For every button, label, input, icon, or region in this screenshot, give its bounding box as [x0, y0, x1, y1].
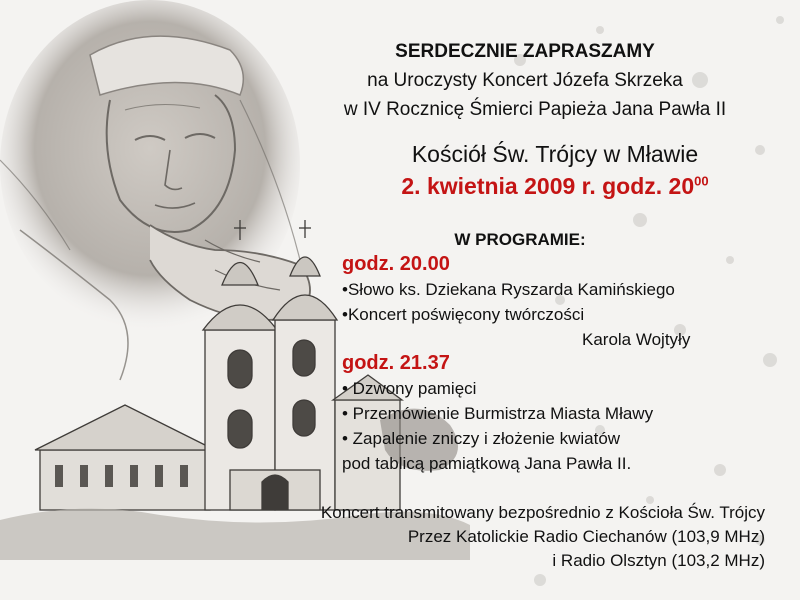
program-time-2: godz. 21.37 — [342, 352, 450, 374]
program-item: •Słowo ks. Dziekana Ryszarda Kamińskiego — [342, 280, 675, 299]
program-item: pod tablicą pamiątkową Jana Pawła II. — [342, 454, 632, 473]
anniversary-line: w IV Rocznicę Śmierci Papieża Jana Pawła II — [343, 99, 727, 120]
program-item: Karola Wojtyły — [582, 330, 691, 349]
program-item: • Przemówienie Burmistrza Miasta Mławy — [342, 404, 654, 423]
program-item: • Zapalenie zniczy i złożenie kwiatów — [342, 429, 621, 448]
event-time-minutes: 00 — [694, 173, 709, 189]
program-item: • Dzwony pamięci — [342, 379, 477, 398]
program-heading: W PROGRAMIE: — [454, 230, 586, 249]
radio-station-1: Przez Katolickie Radio Ciechanów (103,9 MHz) — [407, 527, 765, 546]
broadcast-info: Koncert transmitowany bezpośrednio z Kościoła Św. Trójcy — [320, 503, 765, 522]
program-time-1: godz. 20.00 — [342, 253, 450, 275]
program-item: •Koncert poświęcony twórczości — [342, 305, 585, 324]
venue-church: Kościół Św. Trójcy w Mławie — [411, 141, 699, 167]
radio-station-2: i Radio Olsztyn (103,2 MHz) — [552, 551, 765, 570]
invite-heading: SERDECZNIE ZAPRASZAMY — [395, 41, 655, 62]
event-date: 2. kwietnia 2009 r. godz. $20^{00}$ — [401, 173, 709, 199]
concert-title: na Uroczysty Koncert Józefa Skrzeka — [367, 70, 683, 91]
